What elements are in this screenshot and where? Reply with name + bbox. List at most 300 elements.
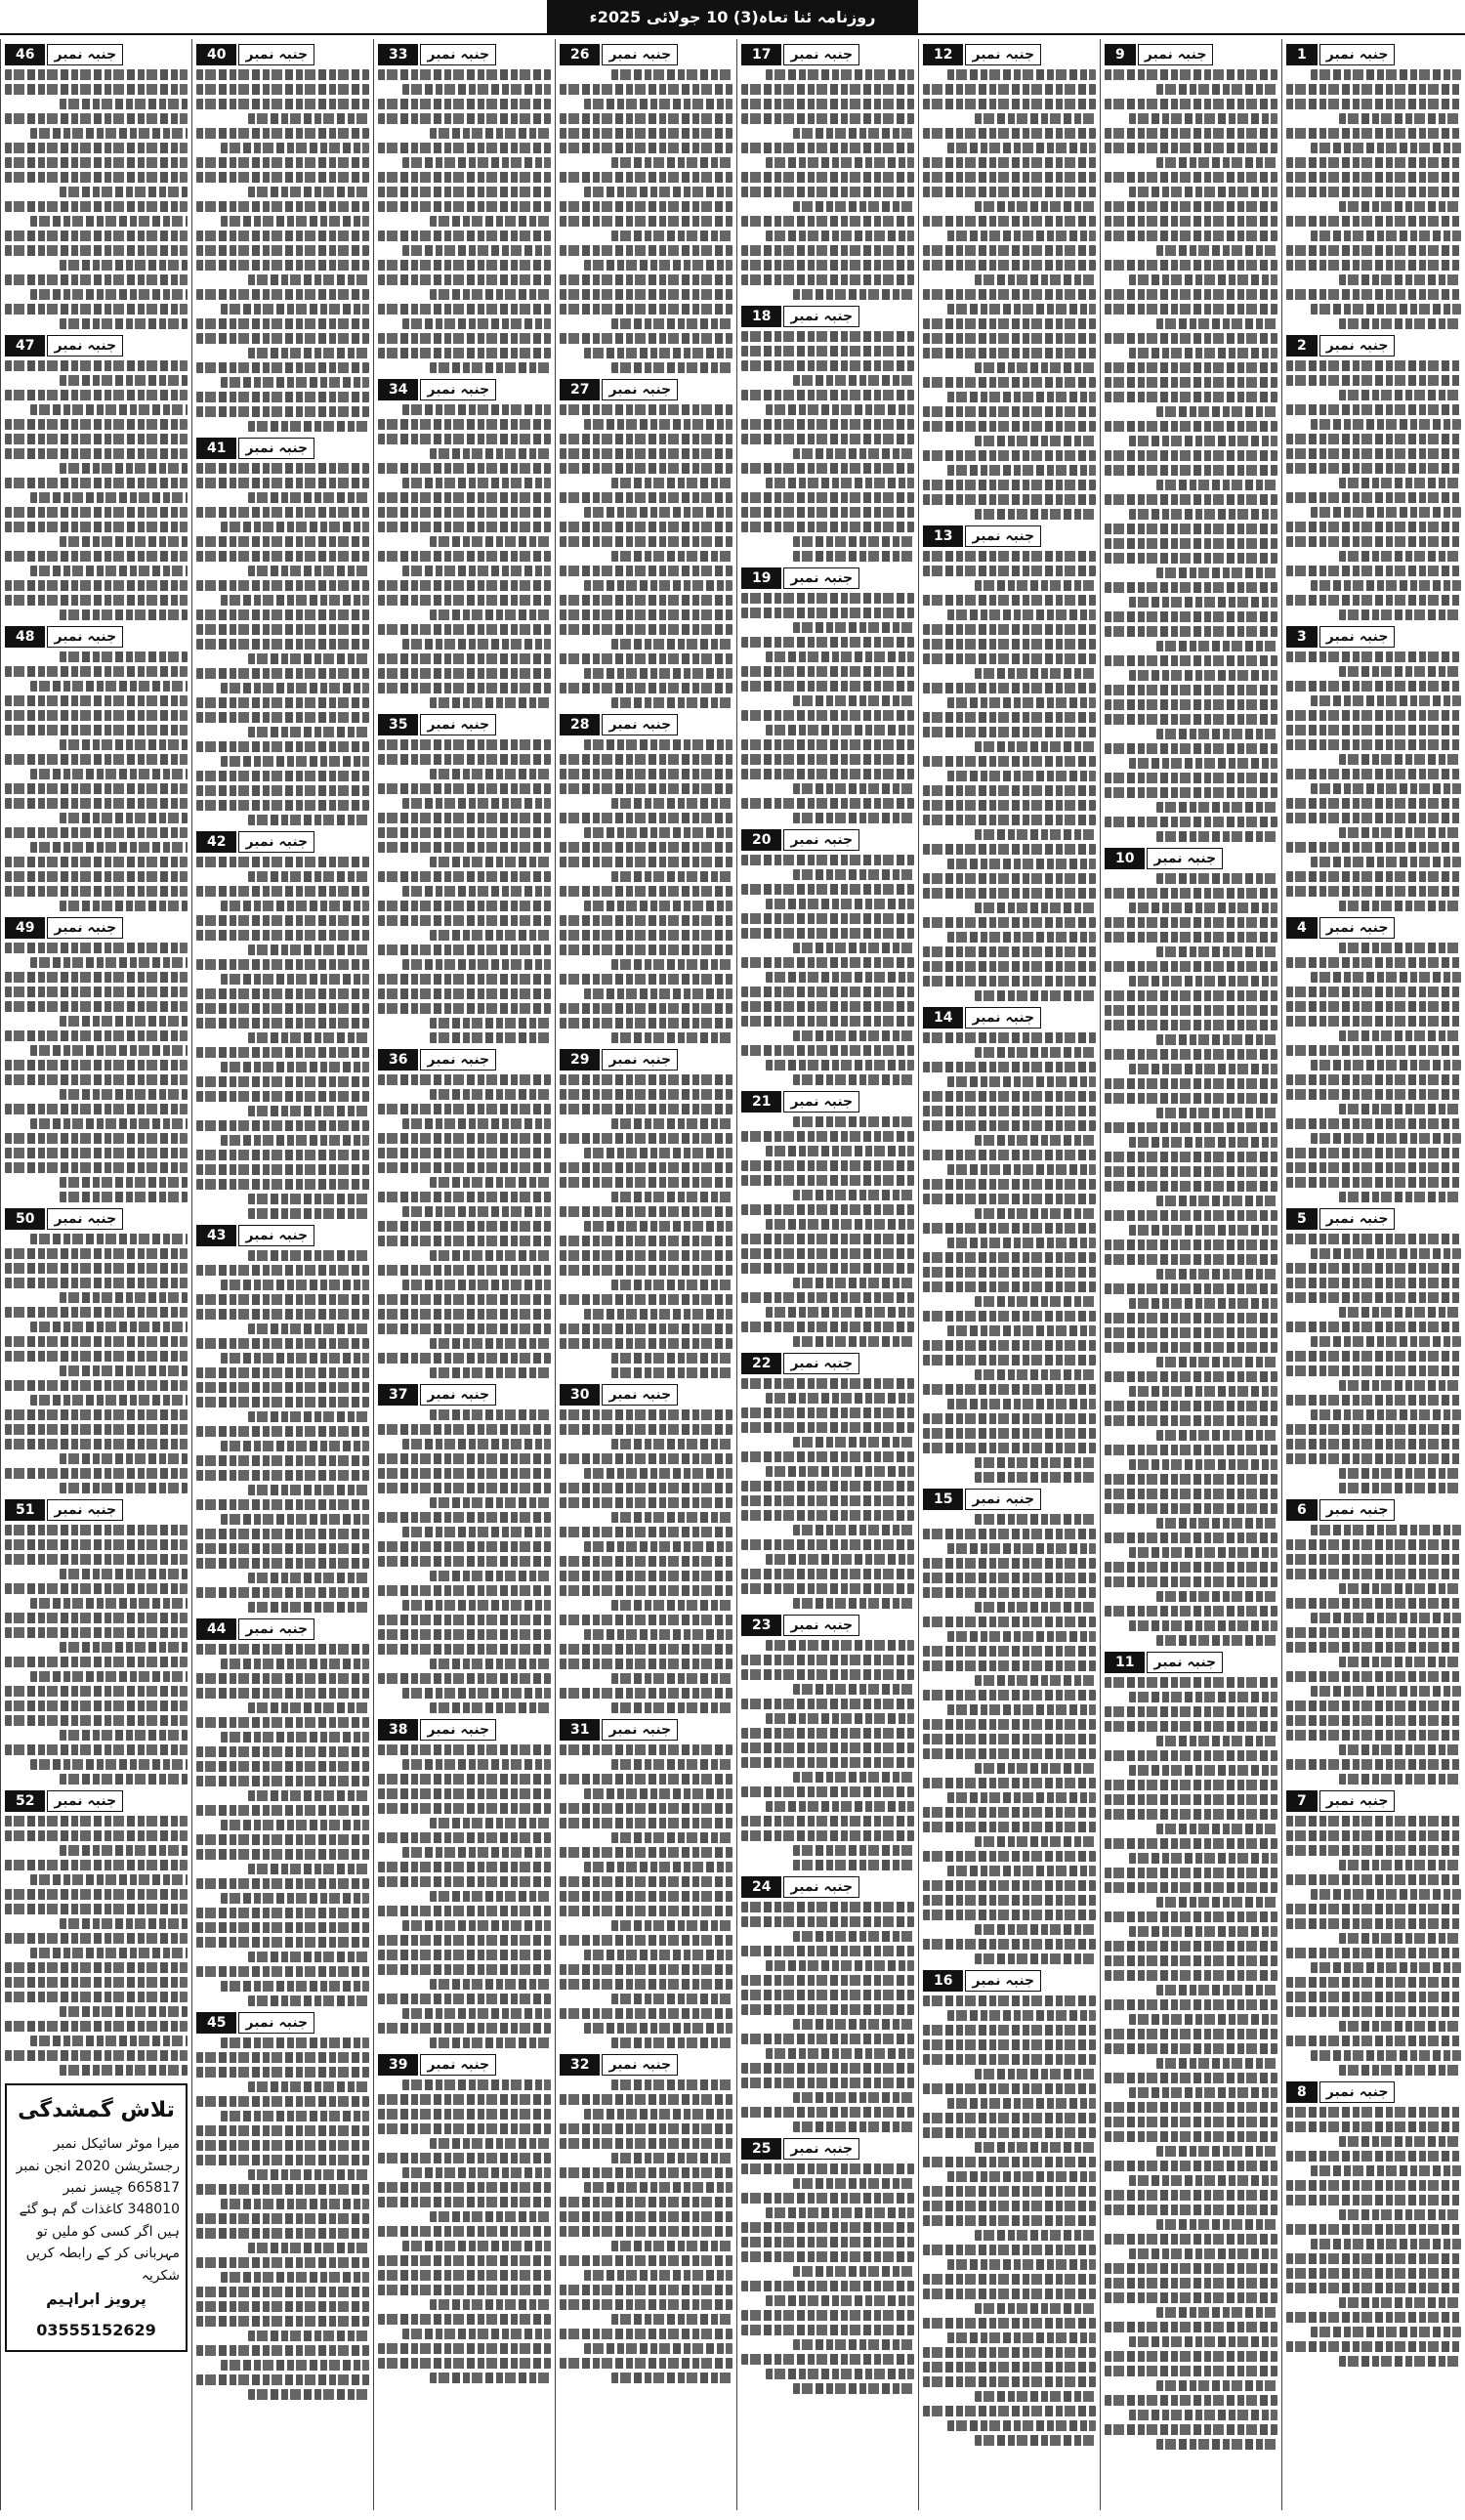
section-number: 50 [5,1208,45,1230]
text-line [221,595,369,606]
text-line [1286,1701,1461,1711]
section-number: 45 [196,2012,236,2034]
text-line [1311,2165,1461,2176]
text-line [923,1062,1096,1072]
text-line [221,2272,369,2283]
text-line [196,1644,369,1655]
text-line [378,1148,551,1158]
text-line [975,741,1096,752]
text-line [611,318,732,329]
text-line [430,1018,551,1029]
text-line [196,2052,369,2063]
text-line [5,1030,188,1041]
section-label-text: جنبہ نمبر [47,335,123,357]
section-number: 48 [5,626,45,648]
text-line [923,1660,1096,1671]
text-line [560,304,732,315]
text-line [1311,857,1461,867]
text-line [60,463,188,474]
text-line [975,2069,1096,2079]
text-line [1286,957,1461,968]
section-number: 16 [923,1970,963,1992]
section-label [196,831,369,853]
text-line [60,1569,188,1579]
text-line [378,1950,551,1960]
text-line [196,1338,369,1349]
section-label-text: جنبہ نمبر [602,1384,678,1406]
text-line [923,2157,1096,2167]
section-text-lines [1286,1234,1461,1493]
section-text-lines [741,331,914,562]
text-line [560,1774,732,1785]
text-line [1311,972,1461,983]
section-label [378,1384,551,1406]
text-line [741,260,914,271]
text-line [378,2226,551,2237]
text-line [30,128,188,139]
section-number: 4 [1286,917,1318,939]
text-line [248,945,369,955]
section-label-text: جنبہ نمبر [1319,1499,1396,1521]
text-line [560,84,732,95]
text-line [741,1001,914,1012]
section-number: 2 [1286,335,1318,357]
text-line [560,2285,732,2295]
text-line [1105,201,1277,212]
text-line [402,1439,551,1449]
text-line [1339,551,1461,562]
text-line [1286,99,1461,109]
text-line [1339,1583,1461,1594]
section-36 [378,1049,551,1378]
text-line [975,113,1096,124]
text-line [402,2329,551,2339]
section-text-lines [1286,69,1461,329]
section-text-lines [560,2079,732,2383]
text-line [560,813,732,823]
text-line [923,2406,1096,2416]
text-line [1286,245,1461,256]
text-line [560,274,732,285]
text-line [560,1906,732,1916]
text-line [378,653,551,664]
text-line [430,1818,551,1828]
text-line [378,1556,551,1567]
text-line [1286,260,1461,271]
text-line [766,1466,914,1477]
section-text-lines [741,69,914,300]
section-label-text: جنبہ نمبر [1319,1208,1396,1230]
text-line [378,1994,551,2004]
section-label [5,1208,188,1230]
text-line [793,1278,914,1288]
text-line [560,289,732,300]
section-number: 26 [560,44,600,65]
text-line [947,1164,1096,1175]
text-line [430,2211,551,2222]
section-label [923,1489,1096,1510]
section-7 [1286,1790,1461,2076]
text-line [947,609,1096,620]
text-line [1105,2131,1277,2142]
text-line [1105,524,1277,534]
text-line [196,2374,369,2385]
text-line [1339,274,1461,285]
text-line [1286,1395,1461,1406]
text-line [1311,1060,1461,1071]
text-line [793,536,914,547]
text-line [1286,1074,1461,1085]
text-line [741,1451,914,1462]
text-line [1129,1298,1277,1309]
text-line [60,1730,188,1741]
section-44 [196,1618,369,2006]
text-line [5,1380,188,1391]
text-line [741,1248,914,1259]
text-line [923,99,1096,109]
section-number: 27 [560,379,600,400]
section-label-text: جنبہ نمبر [47,626,123,648]
text-line [584,348,732,358]
text-line [766,725,914,735]
text-line [221,1441,369,1451]
text-line [1105,1489,1277,1499]
text-line [378,1453,551,1464]
section-label [5,335,188,357]
text-line [196,2184,369,2195]
text-line [221,1981,369,1992]
text-line [196,1746,369,1757]
text-line [611,69,732,80]
text-line [5,1001,188,1012]
section-label-text: جنبہ نمبر [783,1615,859,1636]
text-line [1286,886,1461,897]
text-line [1105,538,1277,549]
section-46 [5,44,188,329]
text-line [1339,666,1461,677]
section-label [5,626,188,648]
text-line [1105,888,1277,899]
text-line [196,84,369,95]
text-line [1286,1554,1461,1565]
text-line [793,1684,914,1695]
text-line [1105,626,1277,637]
text-line [1129,509,1277,520]
text-line [378,2314,551,2325]
text-line [5,1860,188,1870]
text-line [1286,681,1461,692]
text-line [975,2142,1096,2153]
text-line [793,448,914,459]
text-line [923,1091,1096,1102]
text-line [923,450,1096,461]
text-line [1286,842,1461,853]
text-line [5,1060,188,1071]
text-line [1156,1034,1277,1045]
text-line [196,1397,369,1407]
text-line [430,1409,551,1420]
text-line [196,1309,369,1320]
text-line [584,1862,732,1872]
text-line [1339,754,1461,765]
text-line [1286,157,1461,168]
text-line [378,1862,551,1872]
text-line [378,1644,551,1655]
text-line [923,1587,1096,1598]
text-line [378,1192,551,1202]
section-label [378,2054,551,2076]
text-line [1105,1999,1277,2010]
text-line [611,1832,732,1843]
section-label [1286,2081,1461,2103]
text-line [1286,1234,1461,1244]
text-line [741,2222,914,2233]
text-line [923,2186,1096,2197]
text-line [1105,961,1277,972]
text-line [1105,714,1277,725]
text-line [30,1234,188,1244]
text-line [584,2270,732,2281]
section-number: 34 [378,379,418,400]
text-line [5,143,188,153]
text-line [1105,450,1277,461]
text-line [560,1659,732,1669]
text-line [30,2036,188,2046]
text-line [1286,1904,1461,1914]
text-line [923,1910,1096,1920]
text-line [30,289,188,300]
section-label-text: جنبہ نمبر [602,714,678,735]
text-line [560,1424,732,1435]
text-line [560,536,732,547]
text-line [5,695,188,706]
text-line [947,1631,1096,1642]
text-line [1311,783,1461,794]
text-line [1105,2351,1277,2362]
section-12 [923,44,1096,520]
text-line [1286,769,1461,779]
text-line [1105,817,1277,827]
text-line [741,2063,914,2074]
text-line [196,2125,369,2136]
text-line [196,712,369,723]
text-line [766,404,914,415]
text-line [947,1325,1096,1336]
text-line [611,231,732,241]
text-line [741,434,914,444]
text-line [584,1148,732,1158]
text-line [30,1045,188,1056]
text-line [611,1439,732,1449]
text-line [378,1294,551,1305]
section-6 [1286,1499,1461,1785]
text-line [60,1192,188,1202]
section-text-lines [5,651,188,911]
text-line [1286,1627,1461,1638]
text-line [947,1704,1096,1715]
text-line [1105,333,1277,344]
text-line [584,507,732,518]
section-number: 19 [741,567,781,589]
text-line [975,201,1096,212]
section-label-text: جنبہ نمبر [420,44,496,65]
text-line [1286,1263,1461,1274]
text-line [560,886,732,897]
text-line [975,1602,1096,1613]
text-line [741,1569,914,1579]
text-line [793,201,914,212]
text-line [30,566,188,576]
text-line [975,1675,1096,1686]
text-line [1105,1415,1277,1426]
text-line [402,318,551,329]
text-line [221,756,369,767]
section-number: 5 [1286,1208,1318,1230]
text-line [975,1369,1096,1380]
text-line [741,593,914,604]
text-line [741,1175,914,1186]
section-label [5,44,188,65]
text-line [560,1876,732,1887]
text-line [378,915,551,926]
text-line [584,901,732,911]
text-line [1105,1342,1277,1353]
section-label [1105,1652,1277,1673]
text-line [1311,2050,1461,2061]
text-line [378,274,551,285]
text-line [196,1878,369,1889]
text-line [30,216,188,227]
text-line [30,492,188,503]
section-number: 13 [923,525,963,547]
text-line [378,974,551,985]
text-line [30,1671,188,1682]
text-line [923,245,1096,256]
text-line [196,1543,369,1554]
text-line [378,783,551,794]
section-label-text: جنبہ نمبر [1319,2081,1396,2103]
text-line [1286,1598,1461,1609]
section-label-text: جنبہ نمبر [602,379,678,400]
text-line [5,1351,188,1362]
text-line [1105,1122,1277,1133]
text-line [584,2109,732,2120]
section-label-text: جنبہ نمبر [602,1049,678,1071]
section-label-text: جنبہ نمبر [420,714,496,735]
text-line [5,943,188,953]
section-text-lines [1105,69,1277,842]
text-line [741,346,914,357]
section-label-text: جنبہ نمبر [1319,1790,1396,1812]
text-line [378,69,551,80]
text-line [248,187,369,197]
text-line [5,1830,188,1841]
text-line [1105,1239,1277,1250]
section-8 [1286,2081,1461,2367]
text-line [975,1514,1096,1525]
text-line [741,143,914,153]
text-line [923,2083,1096,2094]
section-label [741,306,914,327]
text-line [741,216,914,227]
text-line [60,1089,188,1100]
text-line [196,392,369,402]
text-line [196,1470,369,1481]
notice-name: پرویز ابراہیم [46,2289,146,2308]
text-line [5,1278,188,1288]
text-line [1105,2117,1277,2127]
text-line [584,99,732,109]
section-30 [560,1384,732,1713]
text-line [1105,1955,1277,1966]
section-51 [5,1499,188,1785]
text-line [1286,871,1461,882]
text-line [378,551,551,562]
text-line [248,1995,369,2006]
text-line [923,1281,1096,1292]
text-line [975,1047,1096,1058]
text-line [1286,2151,1461,2162]
text-line [60,609,188,620]
section-number: 35 [378,714,418,735]
section-47 [5,335,188,620]
text-line [196,2140,369,2151]
text-line [560,1338,732,1349]
text-line [378,624,551,635]
text-line [1286,2283,1461,2293]
text-line [5,157,188,168]
text-line [1105,1576,1277,1587]
text-line [1286,651,1461,662]
text-line [560,2008,732,2019]
text-line [402,1118,551,1129]
text-line [5,434,188,444]
text-line [560,2299,732,2310]
text-line [221,522,369,532]
text-line [560,1250,732,1261]
text-line [560,1323,732,1334]
text-line [1129,2410,1277,2420]
text-line [560,1409,732,1420]
text-line [1311,1889,1461,1900]
text-line [5,1715,188,1726]
text-line [248,653,369,664]
text-line [1311,1613,1461,1623]
section-11 [1105,1652,1277,2450]
text-line [741,1655,914,1665]
section-28 [560,714,732,1043]
text-line [741,2325,914,2335]
section-label-text: جنبہ نمبر [1319,335,1396,357]
section-label [196,438,369,459]
section-text-lines [560,1744,732,2048]
section-number: 14 [923,1007,963,1029]
text-line [560,1453,732,1464]
text-line [560,595,732,606]
text-line [741,360,914,371]
text-line [430,1367,551,1378]
text-line [611,1192,732,1202]
text-line [248,2243,369,2253]
text-line [947,69,1096,80]
text-line [196,2345,369,2356]
text-line [5,1162,188,1173]
section-number: 38 [378,1719,418,1741]
text-line [1286,128,1461,139]
section-number: 12 [923,44,963,65]
text-line [1339,1933,1461,1944]
section-42 [196,831,369,1219]
